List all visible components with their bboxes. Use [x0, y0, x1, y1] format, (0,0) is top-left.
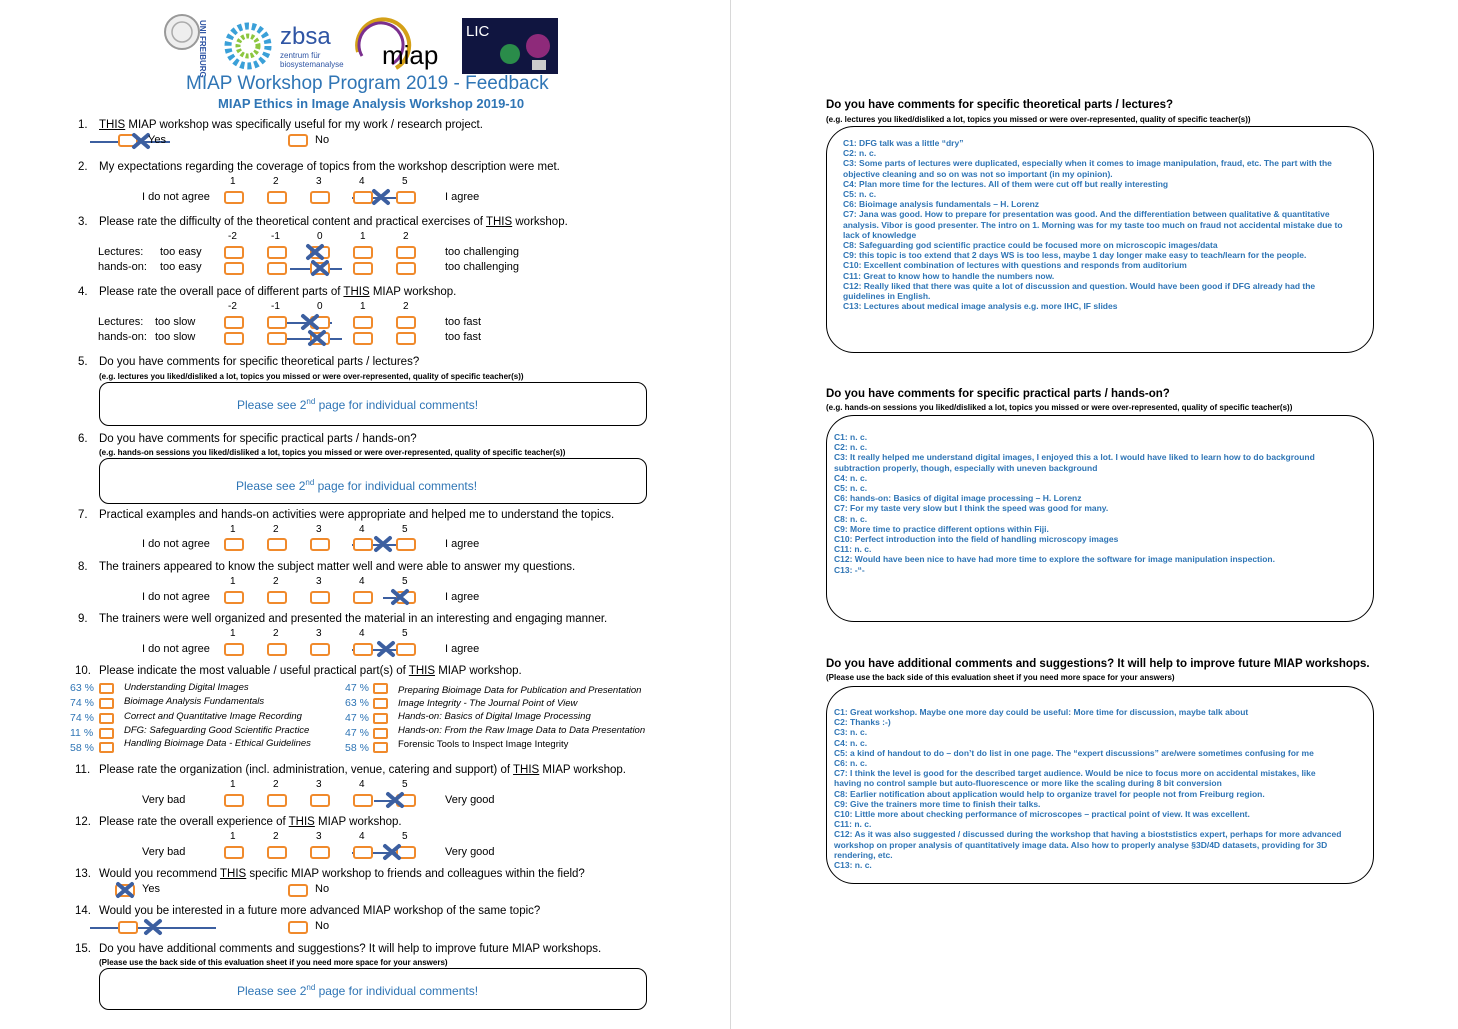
percentage-value: 58 % — [70, 742, 94, 754]
no-checkbox[interactable] — [288, 134, 308, 147]
rating-checkbox[interactable] — [353, 316, 373, 329]
scale-label: 5 — [402, 628, 408, 639]
percentage-value: 47 % — [345, 727, 369, 739]
comment-item: C13: n. c. — [834, 860, 872, 871]
comment-item: C3: It really helped me understand digital images, I enjoyed this a lot. I would have liked to learn how to do background subtraction properly, though, especially with uneven background — [834, 452, 1315, 473]
scale-right-label: I agree — [445, 643, 480, 655]
scale-label: 3 — [316, 779, 322, 790]
rating-checkbox[interactable] — [353, 538, 373, 551]
scale-label: 2 — [273, 576, 279, 587]
cross-mark-icon — [373, 535, 393, 553]
cross-mark-icon — [307, 329, 327, 347]
rating-checkbox[interactable] — [353, 846, 373, 859]
rating-checkbox[interactable] — [224, 332, 244, 345]
percentage-value: 47 % — [345, 712, 369, 724]
row-label: hands-on: — [98, 331, 147, 343]
rating-checkbox[interactable] — [267, 262, 287, 275]
rating-checkbox[interactable] — [396, 538, 416, 551]
comment-item: C13: Lectures about medical image analysis e.g. more IHC, IF slides — [843, 301, 1118, 312]
comment-item: C4: Plan more time for the lectures. All of them were cut off but really interesting — [843, 178, 1169, 189]
option-checkbox[interactable] — [99, 728, 114, 739]
scale-right-label: too fast — [445, 331, 482, 343]
comment-item: C10: Little more about checking performance of microscopes – practical point of view. It was excellent. — [834, 809, 1250, 820]
rating-checkbox[interactable] — [396, 316, 416, 329]
section-hint: (e.g. lectures you liked/disliked a lot, topics you missed or were over-represented, quality of specific teacher(s)) — [826, 115, 1251, 124]
rating-checkbox[interactable] — [396, 332, 416, 345]
rating-checkbox[interactable] — [224, 643, 244, 656]
cross-mark-icon — [371, 188, 391, 206]
zbsa-logo-icon — [224, 16, 344, 76]
see-page-note: Please see 2nd page for individual comments! — [237, 983, 479, 998]
question-13-text: Would you recommend THIS specific MIAP workshop to friends and colleagues within the field? — [99, 868, 585, 880]
scale-label: 1 — [230, 576, 236, 587]
question-number: 3. — [78, 216, 88, 228]
svg-text:zentrum für: zentrum für — [280, 51, 321, 60]
scale-label: 1 — [230, 176, 236, 187]
comment-item: C4: n. c. — [834, 472, 868, 483]
scale-right-label: I agree — [445, 538, 480, 550]
question-number: 9. — [78, 613, 88, 625]
comment-item: C11: n. c. — [834, 819, 872, 830]
option-checkbox[interactable] — [373, 713, 388, 724]
question-8-text: The trainers appeared to know the subject matter well and were able to answer my questions. — [99, 561, 576, 573]
scale-label: 1 — [230, 628, 236, 639]
question-number: 5. — [78, 356, 88, 368]
scale-label: 3 — [316, 176, 322, 187]
rating-checkbox[interactable] — [396, 191, 416, 204]
comment-item: C8: Earlier notification about application would help to organize travel for people not from Freiburg region. — [834, 788, 1265, 799]
rating-checkbox[interactable] — [224, 591, 244, 604]
comment-item: C4: n. c. — [834, 737, 868, 748]
option-label: Understanding Digital Images — [124, 682, 249, 693]
rating-checkbox[interactable] — [310, 538, 330, 551]
comment-item: C6: hands-on: Basics of digital image processing – H. Lorenz — [834, 493, 1082, 504]
percentage-value: 63 % — [70, 682, 94, 694]
option-label: Hands-on: From the Raw Image Data to Data Presentation — [398, 725, 646, 736]
comment-item: C9: Give the trainers more time to finish their talks. — [834, 798, 1041, 809]
comment-item: C3: Some parts of lectures were duplicated, especially when it comes to image manipulation, fraud, etc. The part with the objective cleaning and so on was not so important (in my opinion). — [843, 158, 1332, 179]
cross-mark-icon — [143, 918, 163, 936]
scale-right-label: I agree — [445, 191, 480, 203]
svg-text:zbsa: zbsa — [280, 23, 331, 50]
rating-checkbox[interactable] — [224, 191, 244, 204]
scale-left-label: I do not agree — [142, 538, 210, 550]
section-hint: (Please use the back side of this evaluation sheet if you need more space for your answers) — [826, 673, 1175, 682]
option-checkbox[interactable] — [373, 698, 388, 709]
cross-mark-icon — [382, 843, 402, 861]
scale-left-label: too slow — [155, 331, 196, 343]
question-14-text: Would you be interested in a future more advanced MIAP workshop of the same topic? — [99, 905, 541, 917]
scale-left-label: Very bad — [142, 846, 186, 858]
option-label: Preparing Bioimage Data for Publication and Presentation — [398, 685, 642, 696]
scale-label: 2 — [403, 301, 409, 312]
rating-checkbox[interactable] — [224, 316, 244, 329]
option-checkbox[interactable] — [99, 713, 114, 724]
cross-mark-icon — [390, 588, 410, 606]
comment-item: C12: As it was also suggested / discussed during the workshop that having a bioststistics expert, perhaps for more advanced workshop on proper analysis of quantitatively image data. Also how to properly analyse §3D/4D datasets, providing for 3D rendering, etc. — [834, 829, 1342, 860]
no-checkbox[interactable] — [288, 884, 308, 897]
option-checkbox[interactable] — [373, 683, 388, 694]
rating-checkbox[interactable] — [353, 643, 373, 656]
cross-mark-icon — [385, 791, 405, 809]
scale-label: -1 — [271, 231, 280, 242]
feedback-form-page — [0, 0, 728, 1029]
comment-item: C2: Thanks :-) — [834, 717, 891, 728]
scale-left-label: too easy — [160, 246, 202, 258]
rating-checkbox[interactable] — [353, 591, 373, 604]
rating-checkbox[interactable] — [267, 332, 287, 345]
row-label: Lectures: — [98, 246, 144, 258]
scale-label: 4 — [359, 628, 365, 639]
scale-right-label: Very good — [445, 794, 495, 806]
scale-label: 4 — [359, 576, 365, 587]
scale-right-label: too challenging — [445, 246, 520, 258]
cross-mark-icon — [310, 259, 330, 277]
rating-checkbox[interactable] — [267, 794, 287, 807]
option-label: Correct and Quantitative Image Recording — [124, 711, 302, 722]
scale-left-label: too easy — [160, 261, 202, 273]
comments-page — [730, 0, 1458, 1029]
question-number: 8. — [78, 561, 88, 573]
question-number: 11. — [75, 764, 91, 776]
comments-list — [834, 432, 1344, 575]
yes-label: Yes — [148, 134, 166, 146]
rating-checkbox[interactable] — [353, 191, 373, 204]
comment-item: C9: More time to practice different options within Fiji. — [834, 523, 1049, 534]
comment-item: C11: n. c. — [834, 544, 872, 555]
svg-text:miap: miap — [382, 40, 439, 70]
question-1-text: THIS MIAP workshop was specifically useful for my work / research project. — [99, 119, 483, 131]
section-hint: (e.g. hands-on sessions you liked/disliked a lot, topics you missed or were over-represented, quality of specific teacher(s)) — [826, 403, 1293, 412]
rating-checkbox[interactable] — [267, 538, 287, 551]
question-number: 15. — [75, 943, 91, 955]
comments-list — [843, 138, 1353, 311]
percentage-value: 47 % — [345, 682, 369, 694]
logo-bar — [162, 12, 562, 78]
comment-item: C7: Jana was good. How to prepare for presentation was good. And the differentiation between qualitative & quantitative analysis. Vibor is good presenter. The intro on 1. Morning was for my taste too much on fraud not accidental mistake due to lack of knowledge — [843, 209, 1343, 240]
scale-label: 3 — [316, 628, 322, 639]
row-label: Lectures: — [98, 316, 144, 328]
rating-checkbox[interactable] — [310, 591, 330, 604]
question-number: 12. — [75, 816, 91, 828]
comment-item: C9: this topic is too extend that 2 days WS is too less, maybe 1 day longer make easy to teach/learn for the people. — [843, 250, 1307, 261]
scale-label: 2 — [403, 231, 409, 242]
no-checkbox[interactable] — [288, 921, 308, 934]
question-15-hint: (Please use the back side of this evaluation sheet if you need more space for your answers) — [99, 958, 448, 967]
cross-mark-icon — [115, 881, 135, 899]
comment-item: C2: n. c. — [834, 442, 868, 453]
question-number: 13. — [75, 868, 91, 880]
question-10-text: Please indicate the most valuable / useful practical part(s) of THIS MIAP workshop. — [99, 665, 522, 677]
comment-item: C7: For my taste very slow but I think the speed was good for many. — [834, 503, 1109, 514]
question-number: 14. — [75, 905, 91, 917]
rating-checkbox[interactable] — [396, 262, 416, 275]
see-page-note: Please see 2nd page for individual comments! — [237, 397, 479, 412]
rating-checkbox[interactable] — [267, 643, 287, 656]
row-label: hands-on: — [98, 261, 147, 273]
option-label: Hands-on: Basics of Digital Image Processing — [398, 711, 591, 722]
rating-checkbox[interactable] — [396, 246, 416, 259]
question-3-text: Please rate the difficulty of the theoretical content and practical exercises of THIS workshop. — [99, 216, 568, 228]
comment-item: C6: n. c. — [834, 758, 868, 769]
svg-text:LIC: LIC — [466, 23, 490, 40]
rating-checkbox[interactable] — [267, 316, 287, 329]
option-label: DFG: Safeguarding Good Scientific Practice — [124, 725, 310, 736]
question-5-text: Do you have comments for specific theoretical parts / lectures? — [99, 356, 420, 368]
scale-label: -2 — [228, 301, 237, 312]
scale-label: 2 — [273, 628, 279, 639]
option-checkbox[interactable] — [373, 728, 388, 739]
section-heading: Do you have comments for specific theoretical parts / lectures? — [826, 99, 1174, 111]
question-7-text: Practical examples and hands-on activities were appropriate and helped me to understand the topics. — [99, 509, 615, 521]
question-number: 6. — [78, 433, 88, 445]
question-11-text: Please rate the organization (incl. administration, venue, catering and support) of THIS MIAP workshop. — [99, 764, 626, 776]
rating-checkbox[interactable] — [224, 246, 244, 259]
scale-label: 3 — [316, 576, 322, 587]
scale-label: 0 — [317, 231, 323, 242]
rating-checkbox[interactable] — [267, 591, 287, 604]
rating-checkbox[interactable] — [224, 794, 244, 807]
see-page-note: Please see 2nd page for individual comments! — [236, 478, 478, 493]
percentage-value: 63 % — [345, 697, 369, 709]
comment-item: C11: Great to know how to handle the numbers now. — [843, 270, 1055, 281]
no-label: No — [315, 883, 330, 895]
comment-item: C1: Great workshop. Maybe one more day could be useful: More time for discussion, maybe talk about — [834, 707, 1249, 717]
scale-label: 1 — [360, 231, 366, 242]
page-subtitle: MIAP Ethics in Image Analysis Workshop 2019-10 — [218, 96, 525, 111]
question-5-hint: (e.g. lectures you liked/disliked a lot, topics you missed or were over-represented, quality of specific teacher(s)) — [99, 372, 524, 381]
question-number: 1. — [78, 119, 88, 131]
scale-label: 1 — [360, 301, 366, 312]
scale-left-label: too slow — [155, 316, 196, 328]
question-4-text: Please rate the overall pace of different parts of THIS MIAP workshop. — [99, 286, 457, 298]
scale-label: 3 — [316, 524, 322, 535]
comment-item: C5: n. c. — [834, 483, 868, 494]
rating-checkbox[interactable] — [396, 643, 416, 656]
rating-checkbox[interactable] — [310, 191, 330, 204]
rating-checkbox[interactable] — [353, 332, 373, 345]
comment-item: C3: n. c. — [834, 727, 868, 738]
rating-checkbox[interactable] — [310, 846, 330, 859]
question-2-text: My expectations regarding the coverage of topics from the workshop description were met. — [99, 161, 560, 173]
question-number: 7. — [78, 509, 88, 521]
comment-item: C1: n. c. — [834, 432, 868, 442]
scale-label: 1 — [230, 524, 236, 535]
scale-label: 2 — [273, 524, 279, 535]
option-label: Bioimage Analysis Fundamentals — [124, 696, 265, 707]
comment-item: C7: I think the level is good for the described target audience. Would be nice to focus more on accidental mistakes, like having no control sample but auto-fluorescence or more like the scaling during 8 bit conversion — [834, 768, 1316, 789]
scale-label: 1 — [230, 779, 236, 790]
question-6-hint: (e.g. hands-on sessions you liked/disliked a lot, topics you missed or were over-represented, quality of specific teacher(s)) — [99, 448, 566, 457]
option-checkbox[interactable] — [373, 742, 388, 753]
scale-label: 2 — [273, 831, 279, 842]
scale-left-label: I do not agree — [142, 643, 210, 655]
option-checkbox[interactable] — [99, 698, 114, 709]
university-seal-icon — [162, 12, 207, 78]
scale-label: 5 — [402, 576, 408, 587]
option-label: Image Integrity - The Journal Point of View — [398, 698, 578, 709]
rating-checkbox[interactable] — [267, 846, 287, 859]
percentage-value: 11 % — [70, 727, 94, 739]
svg-text:UNI FREIBURG: UNI FREIBURG — [198, 20, 207, 78]
no-label: No — [315, 920, 330, 932]
no-label: No — [315, 134, 330, 146]
rating-checkbox[interactable] — [310, 643, 330, 656]
scale-label: 4 — [359, 779, 365, 790]
scale-left-label: I do not agree — [142, 191, 210, 203]
yes-label: Yes — [142, 883, 160, 895]
scale-label: -1 — [271, 301, 280, 312]
option-checkbox[interactable] — [99, 683, 114, 694]
question-12-text: Please rate the overall experience of THIS MIAP workshop. — [99, 816, 402, 828]
comments-list — [834, 707, 1344, 870]
question-6-text: Do you have comments for specific practical parts / hands-on? — [99, 433, 417, 445]
option-checkbox[interactable] — [99, 742, 114, 753]
question-9-text: The trainers were well organized and presented the material in an interesting and engaging manner. — [99, 613, 608, 625]
option-label: Handling Bioimage Data - Ethical Guidelines — [124, 738, 311, 749]
rating-checkbox[interactable] — [353, 262, 373, 275]
scale-label: 4 — [359, 176, 365, 187]
comment-item: C2: n. c. — [843, 148, 877, 159]
lic-logo-icon — [462, 18, 558, 74]
scale-right-label: Very good — [445, 846, 495, 858]
rating-checkbox[interactable] — [353, 794, 373, 807]
comment-item: C5: n. c. — [843, 189, 877, 200]
scale-label: 5 — [402, 524, 408, 535]
scale-right-label: I agree — [445, 591, 480, 603]
scale-label: 4 — [359, 831, 365, 842]
rating-checkbox[interactable] — [224, 262, 244, 275]
scale-label: 5 — [402, 176, 408, 187]
svg-text:biosystemanalyse: biosystemanalyse — [280, 60, 344, 69]
question-number: 10. — [75, 665, 91, 677]
comment-item: C10: Perfect introduction into the field of handling microscopy images — [834, 534, 1119, 545]
question-number: 4. — [78, 286, 88, 298]
comment-item: C12: Really liked that there was quite a lot of discussion and question. Would have been good if DFG already had the guidelines in English. — [843, 280, 1316, 302]
section-heading: Do you have additional comments and suggestions? It will help to improve future MIAP workshops. — [826, 658, 1370, 670]
scale-left-label: Very bad — [142, 794, 186, 806]
scale-left-label: I do not agree — [142, 591, 210, 603]
section-heading: Do you have comments for specific practical parts / hands-on? — [826, 388, 1170, 400]
percentage-value: 74 % — [70, 712, 94, 724]
comment-item: C13: -“- — [834, 564, 865, 575]
scale-label: 0 — [317, 301, 323, 312]
scale-label: 2 — [273, 779, 279, 790]
comment-item: C6: Bioimage analysis fundamentals – H. Lorenz — [843, 199, 1040, 210]
scale-label: 1 — [230, 831, 236, 842]
rating-checkbox[interactable] — [353, 246, 373, 259]
comment-item: C12: Would have been nice to have had more time to explore the software for image manipulation inspection. — [834, 554, 1275, 565]
cross-mark-icon — [376, 640, 396, 658]
scale-label: 4 — [359, 524, 365, 535]
scale-label: 5 — [402, 831, 408, 842]
question-15-text: Do you have additional comments and suggestions? It will help to improve future MIAP workshops. — [99, 943, 602, 955]
rating-checkbox[interactable] — [224, 538, 244, 551]
scale-label: -2 — [228, 231, 237, 242]
scale-right-label: too fast — [445, 316, 482, 328]
comment-item: C1: DFG talk was a little “dry” — [843, 138, 964, 148]
option-label: Forensic Tools to Inspect Image Integrity — [398, 739, 569, 750]
comment-item: C10: Excellent combination of lectures with questions and responds from auditorium — [843, 260, 1187, 271]
scale-label: 5 — [402, 779, 408, 790]
question-number: 2. — [78, 161, 88, 173]
page-title: MIAP Workshop Program 2019 - Feedback — [186, 73, 549, 94]
percentage-value: 58 % — [345, 742, 369, 754]
miap-logo-icon — [350, 12, 462, 78]
rating-checkbox[interactable] — [310, 794, 330, 807]
scale-label: 3 — [316, 831, 322, 842]
rating-checkbox[interactable] — [267, 191, 287, 204]
comment-item: C8: Safeguarding god scientific practice could be focused more on microscopic images/data — [843, 240, 1218, 251]
percentage-value: 74 % — [70, 697, 94, 709]
comment-item: C5: a kind of handout to do – don’t do list in one page. The “expert discussions” are/were sometimes confusing for me — [834, 747, 1314, 758]
comment-item: C8: n. c. — [834, 513, 868, 524]
scale-label: 2 — [273, 176, 279, 187]
rating-checkbox[interactable] — [224, 846, 244, 859]
rating-checkbox[interactable] — [267, 246, 287, 259]
scale-right-label: too challenging — [445, 261, 520, 273]
yes-checkbox[interactable] — [118, 921, 138, 934]
